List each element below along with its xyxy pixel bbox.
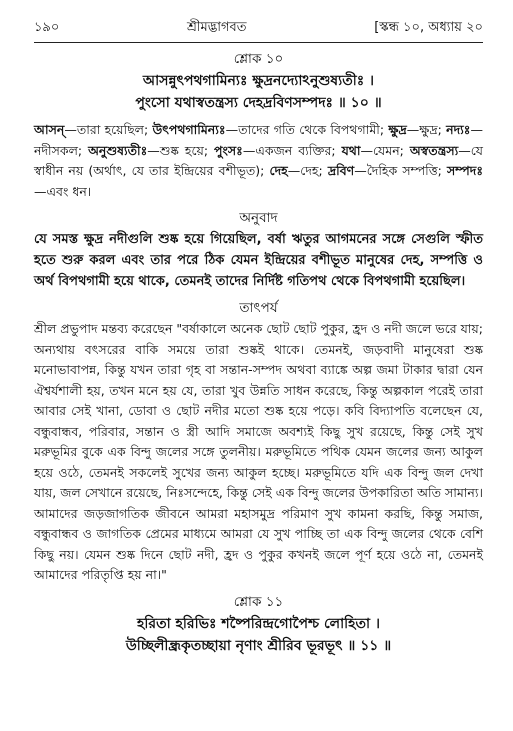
synonym-word: পুংসঃ <box>214 142 243 158</box>
page-number: ১৯০ <box>34 20 60 35</box>
synonym-meaning: —তারা হয়েছিল; <box>64 122 153 137</box>
synonym-meaning: —যে স্বাধীন নয় (অর্থাৎ, যে তার ইন্দ্রিয়ের বশীভূত); <box>34 142 483 178</box>
verse-11-heading: শ্লোক ১১ <box>233 593 284 610</box>
synonyms <box>34 120 483 202</box>
synonym-word: আসন্ <box>34 122 65 137</box>
verse-11-line-2: উচ্ছিলীন্ধ্রকৃতচ্ছায়া নৃণাং শ্রীরিব ভূরভূৎ ॥ ১১ ॥ <box>125 637 392 654</box>
chapter-location: [স্কন্ধ ১০, অধ্যায় ২০ <box>374 20 483 35</box>
synonym-word: অস্বতন্ত্রস্য <box>409 142 459 158</box>
synonym-word: দেহ <box>269 163 288 178</box>
running-header <box>34 18 483 40</box>
synonym-word: যথা <box>341 142 361 158</box>
verse-10-text <box>34 70 483 114</box>
synonym-word: ক্ষুদ্র <box>388 122 407 137</box>
purport-heading: তাৎপর্য <box>239 300 278 316</box>
header-rule <box>34 42 483 43</box>
synonym-word: উৎপথগামিন্যঃ <box>152 122 226 137</box>
translation-text: যে সমস্ত ক্ষুদ্র নদীগুলি শুষ্ক হয়ে গিয়েছিল, বর্ষা ঋতুর আগমনের সঙ্গে সেগুলি স্ফীত হতে শুরু করল এবং তার পরে ঠিক যেমন ইন্দ্রিয়ের বশীভূত মানুষের দেহ, সম্পত্তি ও অর্থ বিপথগামী হয়ে থাকে, তেমনই তাদের নির্দিষ্ট গতিপথ থেকে বিপথগামী হয়েছিল। <box>34 232 483 289</box>
verse-10-heading: শ্লোক ১০ <box>233 51 284 67</box>
synonym-meaning: —শুষ্ক হয়ে; <box>147 142 215 158</box>
purport-text: শ্রীল প্রভুপাদ মন্তব্য করেছেন "বর্ষাকালে অনেক ছোট ছোট পুকুর, হ্রদ ও নদী জলে ভরে যায়; অন্যথায় বৎসরের বাকি সময়ে তারা শুষ্কই থাকে। তেমনই, জড়বাদী মানুষেরা শুষ্ক মনোভাবাপন্ন, কিন্তু যখন তারা গৃহ বা সন্তান-সম্পদ অথবা ব্যাঙ্কে অল্প জমা টাকার দ্বারা যেন ঐশ্বর্যশালী হয়, তখন মনে হয় যে, তারা খুব উন্নতি সাধন করেছে, কিন্তু অল্পকাল পরেই তারা আবার সেই খানা, ডোবা ও ছোট নদীর মতো শুষ্ক হয়ে পড়ে। কবি বিদ্যাপতি বলেছেন যে, বন্ধুবান্ধব, পরিবার, সন্তান ও স্ত্রী আদি সমাজে অবশ্যই কিছু সুখ রয়েছে, কিন্তু সেই সুখ মরুভূমির বুকে এক বিন্দু জলের সঙ্গে তুলনীয়। মরুভূমিতে পথিক যেমন জলের জন্য আকুল হয়ে ওঠে, তেমনই সকলেই সুখের জন্য আকুল হচ্ছে। মরুভূমিতে যদি এক বিন্দু জল দেখা যায়, জল সেখানে রয়েছে, নিঃসন্দেহে, কিন্তু সেই এক বিন্দু জলের উপকারিতা অতি সামান্য। আমাদের জড়জাগতিক জীবনে আমরা মহাসমুদ্র পরিমাণ সুখ কামনা করছি, কিন্তু সমাজ, বন্ধুবান্ধব ও জাগতিক প্রেমের মাধ্যমে আমরা যে সুখ পাচ্ছি তা এক বিন্দু জলের থেকে বেশি কিছু নয়। যেমন শুষ্ক দিনে ছোট নদী, হ্রদ ও পুকুর কখনই জলে পূর্ণ হয়ে ওঠে না, তেমনই আমাদের পরিতৃপ্তি হয় না।" <box>34 321 483 582</box>
verse-11-text <box>34 613 483 657</box>
synonym-word: সম্পদঃ <box>447 163 483 178</box>
synonym-word: অনুশুষ্যতীঃ <box>88 142 148 158</box>
synonym-word: দ্রবিণ <box>327 163 355 178</box>
synonym-meaning: —দেহ; <box>287 163 328 178</box>
verse-10-line-2: পুংসো যথাস্বতন্ত্রস্য দেহদ্রবিণসম্পদঃ ॥ ১০ ॥ <box>135 95 382 111</box>
verse-11-line-1: হরিতা হরিভিঃ শষ্পৈরিন্দ্রগোপৈশ্চ লোহিতা । <box>137 615 380 632</box>
synonym-meaning: —এবং ধন। <box>34 183 92 199</box>
synonym-meaning: —তাদের গতি থেকে বিপথগামী; <box>225 122 389 137</box>
synonym-meaning: —একজন ব্যক্তির; <box>242 142 342 158</box>
book-title: শ্রীমদ্ভাগবত <box>186 20 247 35</box>
synonym-meaning: —নদীসকল; <box>34 122 483 158</box>
synonym-meaning: —ক্ষুদ্র; <box>406 122 447 137</box>
synonym-meaning: —দৈহিক সম্পত্তি; <box>354 163 448 178</box>
synonym-meaning: —যেমন; <box>360 142 410 158</box>
synonym-word: নদ্যঃ <box>446 122 471 137</box>
translation-heading: অনুবাদ <box>239 210 278 226</box>
verse-10-line-1: আসন্নুৎপথগামিন্যঃ ক্ষুদ্রনদ্যোঽনুশুষ্যতীঃ । <box>142 73 375 89</box>
